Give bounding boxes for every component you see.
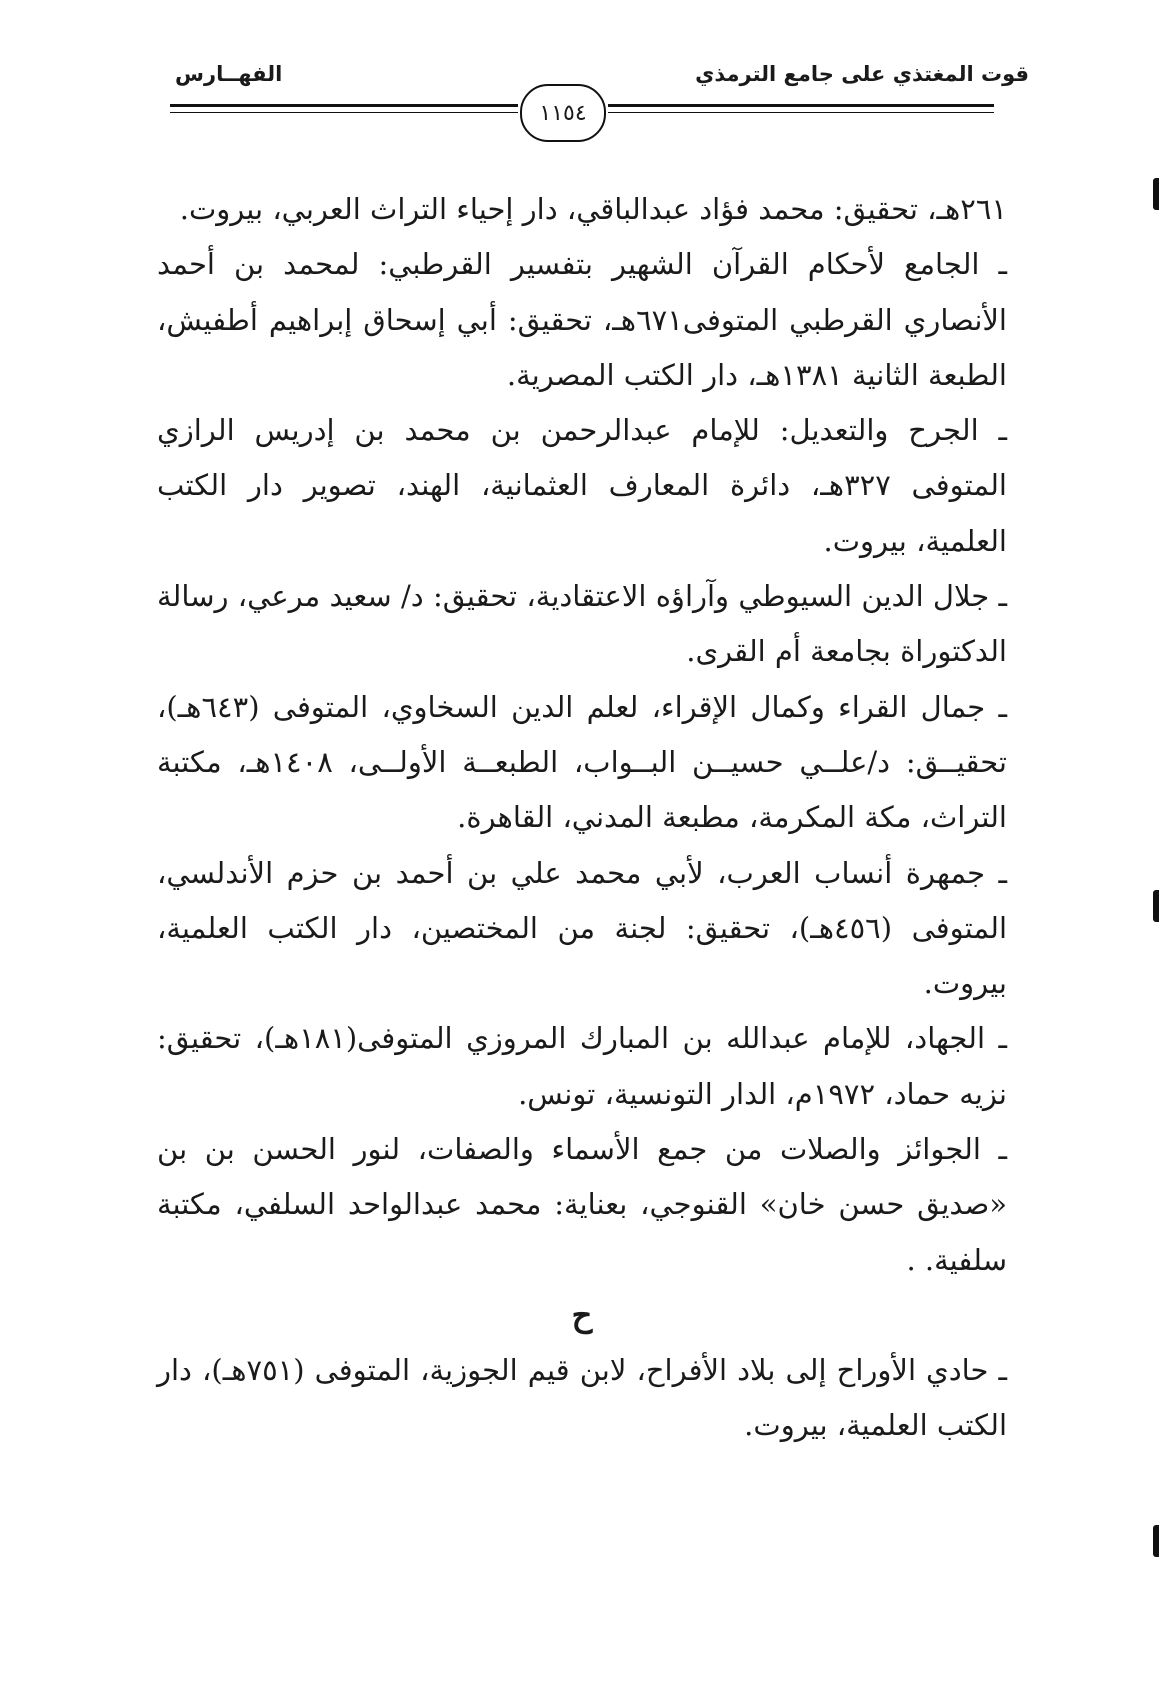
running-title: قوت المغتذي على جامع الترمذي — [695, 62, 1029, 86]
scan-edge-mark — [1153, 1525, 1159, 1557]
bibliography-entry: ـ جلال الدين السيوطي وآراؤه الاعتقادية، تحقيق: د/ سعيد مرعي، رسالة الدكتوراة بجامعة أم القرى. — [157, 579, 1007, 669]
bibliography-entry: ٢٦١هـ، تحقيق: محمد فؤاد عبدالباقي، دار إحياء التراث العربي، بيروت. — [179, 192, 1007, 226]
letter-heading: ح — [571, 1295, 593, 1334]
bibliography-entry: ـ الجامع لأحكام القرآن الشهير بتفسير القرطبي: لمحمد بن أحمد الأنصاري القرطبي المتوفى٦٧١هـ، تحقيق: أبي إسحاق إبراهيم أطفيش، الطبعة الثانية ١٣٨١هـ، دار الكتب المصرية. — [157, 247, 1007, 392]
bibliography-entry: ـ جمال القراء وكمال الإقراء، لعلم الدين السخاوي، المتوفى (٦٤٣هـ)، تحقيــق: د/علــي حسيــن البــواب، الطبعــة الأولــى، ١٤٠٨هـ، مكتبة التراث، مكة المكرمة، مطبعة المدني، القاهرة. — [157, 689, 1007, 835]
scan-edge-mark — [1153, 890, 1159, 922]
bibliography-entry: ـ الجرح والتعديل: للإمام عبدالرحمن بن محمد بن إدريس الرازي المتوفى ٣٢٧هـ، دائرة المعارف العثمانية، الهند، تصوير دار الكتب العلمية، بيروت. — [157, 413, 1007, 558]
page-number: ١١٥٤ — [520, 84, 606, 142]
bibliography-entry: ـ حادي الأوراح إلى بلاد الأفراح، لابن قيم الجوزية، المتوفى (٧٥١هـ)، دار الكتب العلمية، بيروت. — [157, 1352, 1007, 1443]
header-rule — [170, 104, 518, 107]
header-rule — [170, 112, 518, 113]
scan-edge-mark — [1153, 178, 1159, 210]
header-rule — [608, 112, 994, 113]
section-title: الفهــارس — [175, 62, 283, 86]
bibliography-entry: ـ جمهرة أنساب العرب، لأبي محمد علي بن أحمد بن حزم الأندلسي، المتوفى (٤٥٦هـ)، تحقيق: لجنة من المختصين، دار الكتب العلمية، بيروت. — [157, 855, 1007, 1001]
bibliography-entry: ـ الجوائز والصلات من جمع الأسماء والصفات، لنور الحسن بن بن «صديق حسن خان» القنوجي، بعناية: محمد عبدالواحد السلفي، مكتبة سلفية. . — [157, 1132, 1007, 1277]
bibliography-entry: ـ الجهاد، للإمام عبدالله بن المبارك المروزي المتوفى(١٨١هـ)، تحقيق: نزيه حماد، ١٩٧٢م، الدار التونسية، تونس. — [157, 1021, 1007, 1111]
bibliography-list — [157, 182, 1007, 1454]
header-rule — [608, 104, 994, 107]
